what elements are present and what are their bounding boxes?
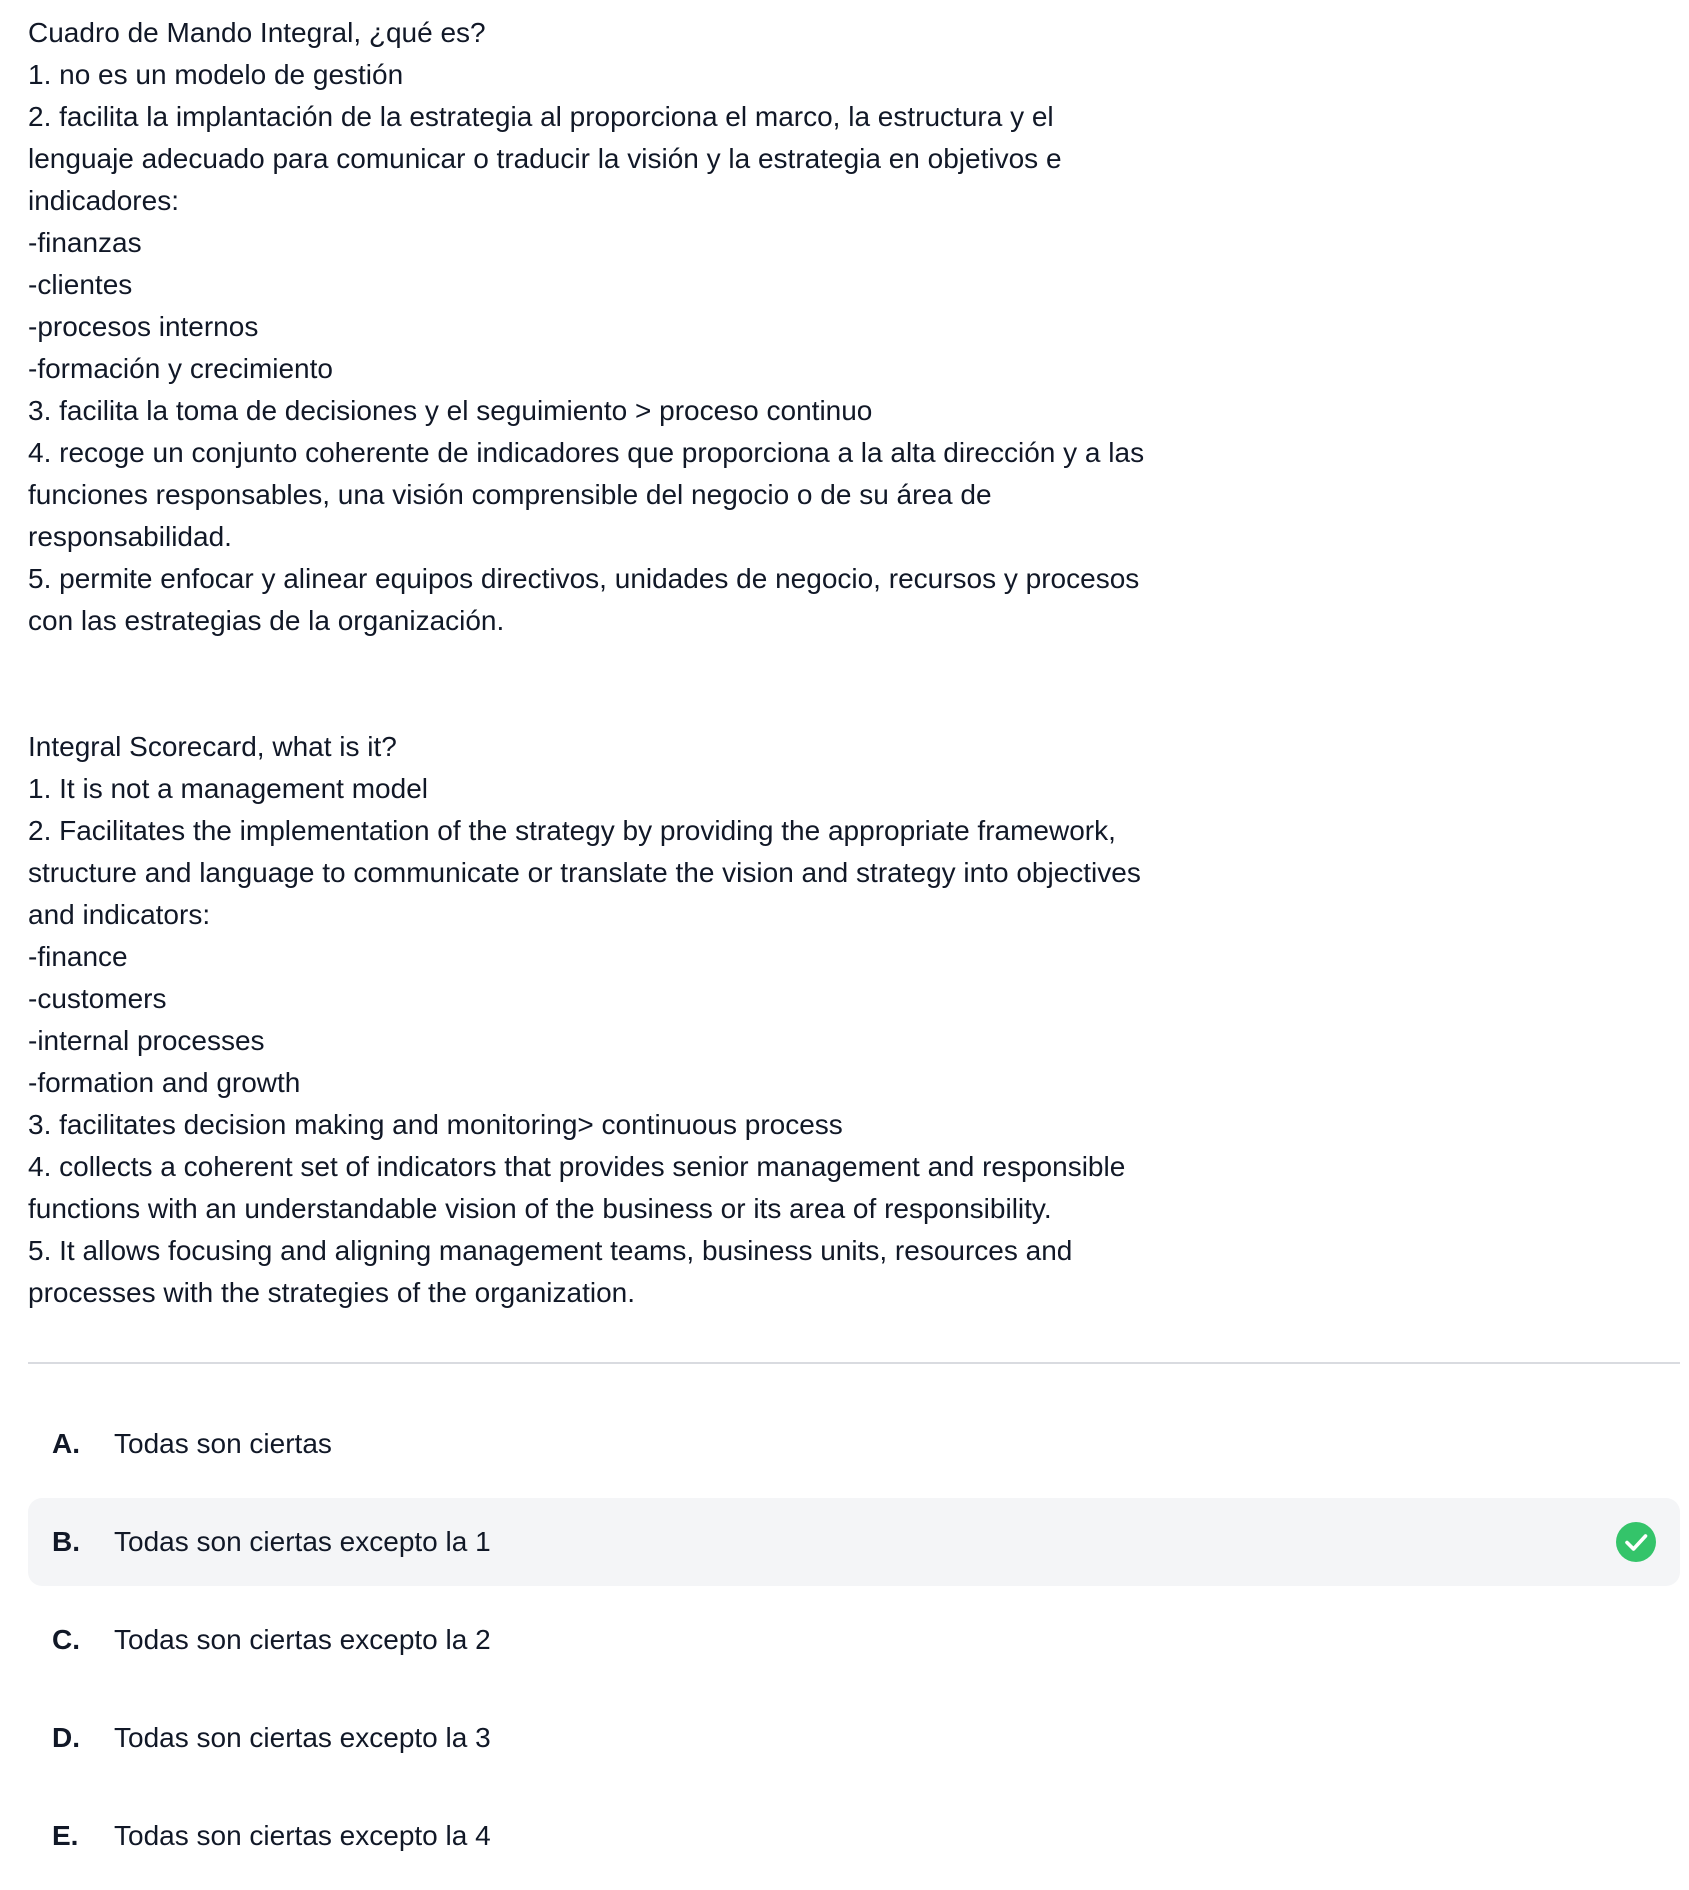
question-line: 4. collects a coherent set of indicators that provides senior management and responsible: [28, 1151, 1126, 1182]
option-text: Todas son ciertas excepto la 3: [114, 1722, 491, 1753]
question-line: responsabilidad.: [28, 521, 232, 552]
question-line: lenguaje adecuado para comunicar o traducir la visión y la estrategia en objetivos e: [28, 143, 1062, 174]
question-line: and indicators:: [28, 899, 211, 930]
question-line: -formación y crecimiento: [28, 353, 333, 384]
option-letter: C.: [52, 1624, 80, 1655]
question-title-en: Integral Scorecard, what is it?: [28, 731, 397, 762]
question-line: -procesos internos: [28, 311, 259, 342]
question-line: processes with the strategies of the organization.: [28, 1277, 636, 1308]
question-line: functions with an understandable vision of the business or its area of responsibility.: [28, 1193, 1052, 1224]
check-circle-icon: [1616, 1522, 1656, 1562]
spacer: [28, 642, 1258, 726]
answer-options: [28, 1400, 1680, 1890]
option-c[interactable]: [28, 1596, 1680, 1684]
question-line: 2. Facilitates the implementation of the strategy by providing the appropriate framework,: [28, 815, 1116, 846]
question-line: -internal processes: [28, 1025, 265, 1056]
question-line: structure and language to communicate or translate the vision and strategy into objectives: [28, 857, 1141, 888]
question-line: 4. recoge un conjunto coherente de indicadores que proporciona a la alta dirección y a las: [28, 437, 1145, 468]
option-text: Todas son ciertas excepto la 1: [114, 1526, 491, 1557]
question-english: [28, 726, 1258, 1314]
question-line: 1. It is not a management model: [28, 773, 428, 804]
option-text: Todas son ciertas excepto la 2: [114, 1624, 491, 1655]
option-text: Todas son ciertas excepto la 4: [114, 1820, 491, 1851]
question-line: 3. facilita la toma de decisiones y el seguimiento > proceso continuo: [28, 395, 873, 426]
option-b[interactable]: [28, 1498, 1680, 1586]
question-line: -finance: [28, 941, 128, 972]
question-text: [28, 12, 1258, 1314]
option-e[interactable]: [28, 1792, 1680, 1880]
question-line: indicadores:: [28, 185, 179, 216]
question-line: 5. It allows focusing and aligning management teams, business units, resources and: [28, 1235, 1073, 1266]
question-line: con las estrategias de la organización.: [28, 605, 505, 636]
question-line: -formation and growth: [28, 1067, 301, 1098]
divider: [28, 1362, 1680, 1364]
question-line: 1. no es un modelo de gestión: [28, 59, 404, 90]
question-line: 5. permite enfocar y alinear equipos directivos, unidades de negocio, recursos y procesos: [28, 563, 1140, 594]
question-spanish: [28, 12, 1258, 642]
question-line: 3. facilitates decision making and monitoring> continuous process: [28, 1109, 843, 1140]
question-line: funciones responsables, una visión comprensible del negocio o de su área de: [28, 479, 992, 510]
option-text: Todas son ciertas: [114, 1428, 332, 1459]
question-line: -finanzas: [28, 227, 142, 258]
option-letter: E.: [52, 1820, 79, 1851]
question-line: -clientes: [28, 269, 133, 300]
question-title-es: Cuadro de Mando Integral, ¿qué es?: [28, 17, 486, 48]
option-letter: D.: [52, 1722, 80, 1753]
question-line: -customers: [28, 983, 167, 1014]
option-d[interactable]: [28, 1694, 1680, 1782]
option-letter: A.: [52, 1428, 80, 1459]
question-line: 2. facilita la implantación de la estrategia al proporciona el marco, la estructura y el: [28, 101, 1054, 132]
option-letter: B.: [52, 1526, 80, 1557]
option-a[interactable]: [28, 1400, 1680, 1488]
